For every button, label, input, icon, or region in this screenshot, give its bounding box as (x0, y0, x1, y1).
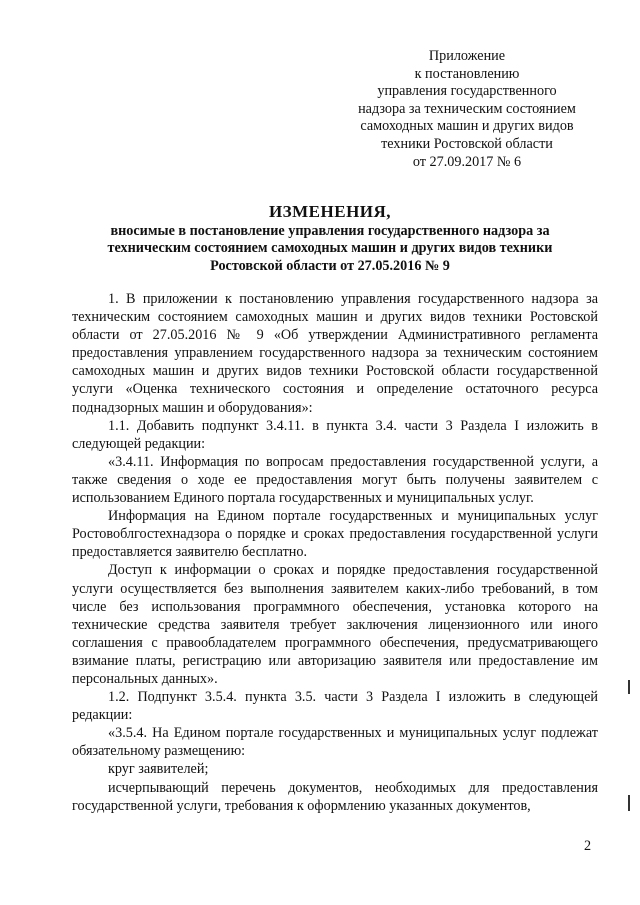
body-paragraph: 1.1. Добавить подпункт 3.4.11. в пункта 3.4. части 3 Раздела I изложить в следующей редакции: (72, 417, 598, 452)
page-number: 2 (584, 838, 592, 854)
appendix-line: к постановлению (414, 65, 520, 82)
appendix-line: самоходных машин и других видов (360, 118, 574, 135)
title-sub-line: вносимые в постановление управления государственного надзора за (110, 223, 550, 239)
appendix-line: надзора за техническим состоянием (358, 100, 576, 117)
body-paragraph: «3.4.11. Информация по вопросам предоставления государственной услуги, а также сведения о ходе ее предоставления могут быть получены заявителем с использованием Единого портала государственных и муниципальных услуг. (72, 453, 598, 507)
title-sub-line: Ростовской области от 27.05.2016 № 9 (210, 257, 450, 274)
title-sub-line: техническим состоянием самоходных машин и других видов техники (107, 240, 553, 257)
body-paragraph: исчерпывающий перечень документов, необходимых для предоставления государственной услуги, требования к оформлению указанных документов, (72, 779, 598, 814)
appendix-line: управления государственного (377, 83, 557, 100)
body-paragraph: Доступ к информации о сроках и порядке предоставления государственной услуги осуществляется без выполнения заявителем каких-либо требований, в том числе без использования программного обеспечения, установка которого на технические средства заявителя требует заключения лицензионного или иного соглашения с правообладателем программного обеспечения, предусматривающего взимание платы, регистрацию или авторизацию заявителя или предоставление им персональных данных». (72, 562, 598, 687)
document-title (60, 201, 600, 275)
title-main: ИЗМЕНЕНИЯ, (268, 202, 392, 221)
scan-mark (628, 795, 630, 811)
appendix-line: от 27.09.2017 № 6 (412, 153, 522, 170)
body-paragraph: 1.2. Подпункт 3.5.4. пункта 3.5. части 3 Раздела I изложить в следующей редакции: (72, 689, 598, 724)
body-paragraph: Информация на Едином портале государственных и муниципальных услуг Ростовоблгостехнадзора о порядке и сроках предоставления государственной услуги предоставляется заявителю бесплатно. (72, 508, 598, 561)
body-paragraph: «3.5.4. На Едином портале государственных и муниципальных услуг подлежат обязательному размещению: (72, 725, 598, 760)
appendix-line: Приложение (428, 48, 506, 64)
appendix-line: техники Ростовской области (381, 135, 553, 152)
document-body (72, 290, 598, 815)
scan-mark (628, 680, 630, 694)
appendix-header (352, 48, 582, 171)
body-paragraph: 1. В приложении к постановлению управления государственного надзора за техническим состоянием самоходных машин и других видов техники Ростовской области от 27.05.2016 № 9 «Об утверждении Административного регламента предоставления управлением государственного надзора за техническим состоянием самоходных машин и других видов техники Ростовской области государственной услуги «Оценка технического состояния и определение остаточного ресурса поднадзорных машин и оборудования»: (72, 291, 598, 416)
body-paragraph: круг заявителей; (108, 761, 209, 778)
